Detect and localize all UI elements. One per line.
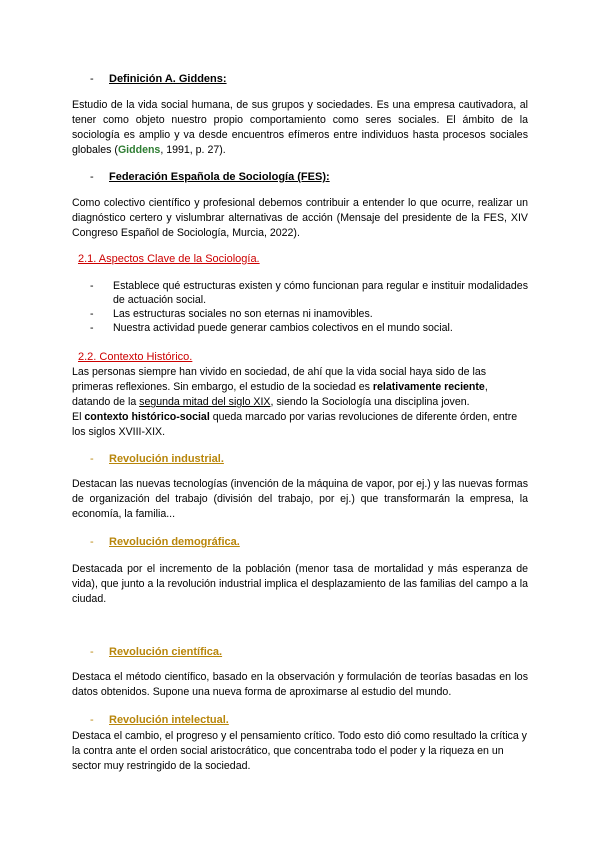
bullet-dash: - bbox=[90, 453, 94, 465]
cientifica-paragraph bbox=[72, 670, 528, 700]
industrial-paragraph bbox=[72, 477, 528, 522]
list-item bbox=[90, 279, 528, 307]
contexto-paragraph bbox=[72, 365, 528, 440]
intelectual-paragraph bbox=[72, 729, 528, 774]
heading-revolucion-demografica: Revolución demográfica. bbox=[109, 536, 240, 548]
list-item bbox=[90, 307, 528, 321]
fes-paragraph bbox=[72, 196, 528, 241]
giddens-cite: , 1991, p. 27). bbox=[160, 144, 226, 156]
aspectos-list bbox=[90, 279, 528, 335]
heading-revolucion-cientifica: Revolución científica. bbox=[109, 646, 223, 658]
list-item-text: Nuestra actividad puede generar cambios colectivos en el mundo social. bbox=[113, 322, 453, 334]
contexto-bold: contexto histórico-social bbox=[84, 411, 210, 423]
cientifica-text: Destaca el método científico, basado en la observación y formulación de teorías basadas en los datos obtenidos. Supone una nueva forma de aproximarse al estudio del mundo. bbox=[72, 671, 528, 698]
bullet-dash: - bbox=[90, 714, 94, 726]
bullet-dash: - bbox=[90, 280, 94, 292]
bullet-dash: - bbox=[90, 171, 94, 183]
fes-text: Como colectivo científico y profesional debemos contribuir a entender lo que ocurre, realizar un diagnóstico certero y vislumbrar alternativas de acción (Mensaje del presidente de la FES, XIV Congreso Español de Sociología, Murcia, 2022). bbox=[72, 197, 528, 239]
heading-revolucion-industrial: Revolución industrial. bbox=[109, 453, 224, 465]
intelectual-text: Destaca el cambio, el progreso y el pensamiento crítico. Todo esto dió como resultado la crítica y la contra ante el orden social aristocrático, que concentraba todo el poder y la riqueza en un sector muy restringido de la sociedad. bbox=[72, 730, 527, 772]
bullet-dash: - bbox=[90, 308, 94, 320]
contexto-text: , siendo la Sociología una disciplina joven. bbox=[270, 396, 470, 408]
list-item bbox=[90, 321, 528, 335]
bullet-dash: - bbox=[90, 322, 94, 334]
demografica-text: Destacada por el incremento de la población (menor tasa de mortalidad y más esperanza de vida), que junto a la revolución industrial implica el desplazamiento de las familias del campo a la ciudad. bbox=[72, 563, 528, 605]
section-contexto-historico: 2.2. Contexto Histórico. bbox=[78, 351, 193, 363]
bullet-dash: - bbox=[90, 73, 94, 85]
bullet-dash: - bbox=[90, 536, 94, 548]
contexto-text: queda marcado por varias revoluciones de diferente órden, entre los siglos XVIII-XIX. bbox=[72, 411, 518, 438]
list-item-text: Las estructuras sociales no son eternas ni inamovibles. bbox=[113, 308, 373, 320]
contexto-text: El bbox=[72, 411, 85, 423]
bullet-dash: - bbox=[90, 646, 94, 658]
giddens-paragraph bbox=[72, 98, 528, 158]
demografica-paragraph bbox=[72, 562, 528, 607]
giddens-author: Giddens bbox=[117, 144, 161, 156]
heading-giddens: Definición A. Giddens: bbox=[109, 73, 227, 85]
contexto-underline: segunda mitad del siglo XIX bbox=[139, 396, 271, 408]
heading-revolucion-intelectual: Revolución intelectual. bbox=[109, 714, 229, 726]
giddens-text: Estudio de la vida social humana, de sus grupos y sociedades. Es una empresa cautivadora, al tener como objeto nuestro propio comportamiento como seres sociales. El ámbito de la sociología es amplio y va desde encuentros efímeros entre individuos hasta procesos sociales globales ( bbox=[72, 99, 528, 156]
section-aspectos-clave: 2.1. Aspectos Clave de la Sociología. bbox=[78, 253, 260, 265]
heading-fes: Federación Española de Sociología (FES): bbox=[109, 171, 330, 183]
industrial-text: Destacan las nuevas tecnologías (invención de la máquina de vapor, por ej.) y las nuevas formas de organización del trabajo (división del trabajo, por ej.) que transformarán la empresa, la economía, la familia... bbox=[72, 478, 528, 520]
contexto-text: , datando de la bbox=[72, 381, 488, 408]
contexto-text: Las personas siempre han vivido en sociedad, de ahí que la vida social haya sido de las primeras reflexiones. Sin embargo, el estudio de la sociedad es bbox=[72, 366, 487, 393]
list-item-text: Establece qué estructuras existen y cómo funcionan para regular e instituir modalidades de actuación social. bbox=[113, 280, 528, 306]
contexto-bold: relativamente reciente bbox=[372, 381, 485, 393]
